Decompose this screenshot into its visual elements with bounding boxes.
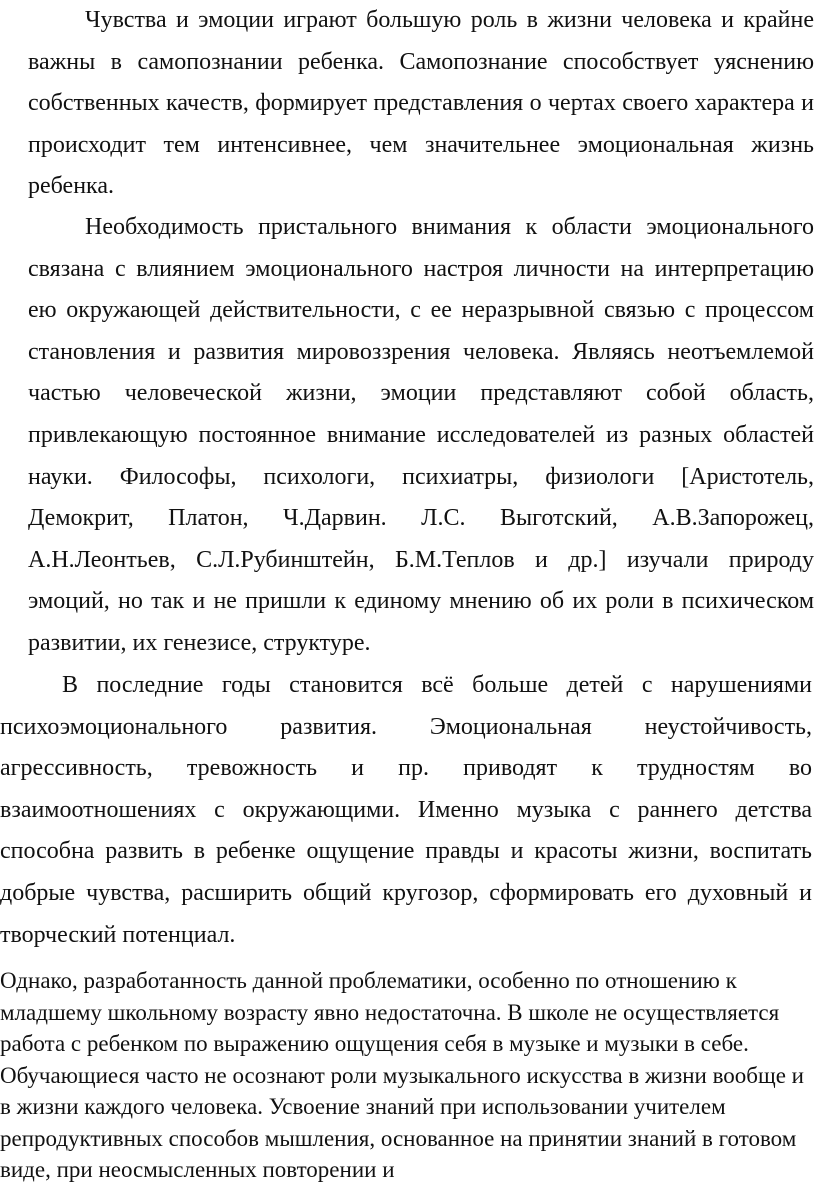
paragraph-emotions-role: Чувства и эмоции играют большую роль в жизни человека и крайне важны в самопознании ребенка. Самопознание способствует уяснению собственных качеств, формирует представления о чертах своего характера и происходит тем интенсивнее, чем значительнее эмоциональная жизнь ребенка.: [28, 7, 814, 200]
paragraph-problem-elaboration: Однако, разработанность данной проблематики, особенно по отношению к младшему школьному возрасту явно недостаточна. В школе не осуществляется работа с ребенком по выражению ощущения себя в музыке и музыки в себе. Обучающиеся часто не осознают роли музыкального искусства в жизни вообще и в жизни каждого человека. Усвоение знаний при использовании учителем репродуктивных способов мышления, основанное на принятии знаний в готовом виде, при неосмысленных повторении и: [0, 968, 804, 1182]
paragraph-psychoemotional-development: В последние годы становится всё больше детей с нарушениями психоэмоционального развития. Эмоциональная неустойчивость, агрессивность, тревожность и пр. приводят к трудностям во взаимоотношениях с окружающими. Именно музыка с раннего детства способна развить в ребенке ощущение правды и красоты жизни, воспитать добрые чувства, расширить общий кругозор, сформировать его духовный и творческий потенциал.: [0, 672, 812, 948]
paragraph-emotional-sphere: Необходимость пристального внимания к области эмоционального связана с влиянием эмоционального настроя личности на интерпретацию ею окружающей действительности, с ее неразрывной связью с процессом становления и развития мировоззрения человека. Являясь неотъемлемой частью человеческой жизни, эмоции представляют собой область, привлекающую постоянное внимание исследователей из разных областей науки. Философы, психологи, психиатры, физиологи [Аристотель, Демокрит, Платон, Ч.Дарвин. Л.С. Выготский, А.В.Запорожец, А.Н.Леонтьев, С.Л.Рубинштейн, Б.М.Теплов и др.] изучали природу эмоций, но так и не пришли к единому мнению об их роли в психическом развитии, их генезисе, структуре.: [28, 214, 814, 656]
